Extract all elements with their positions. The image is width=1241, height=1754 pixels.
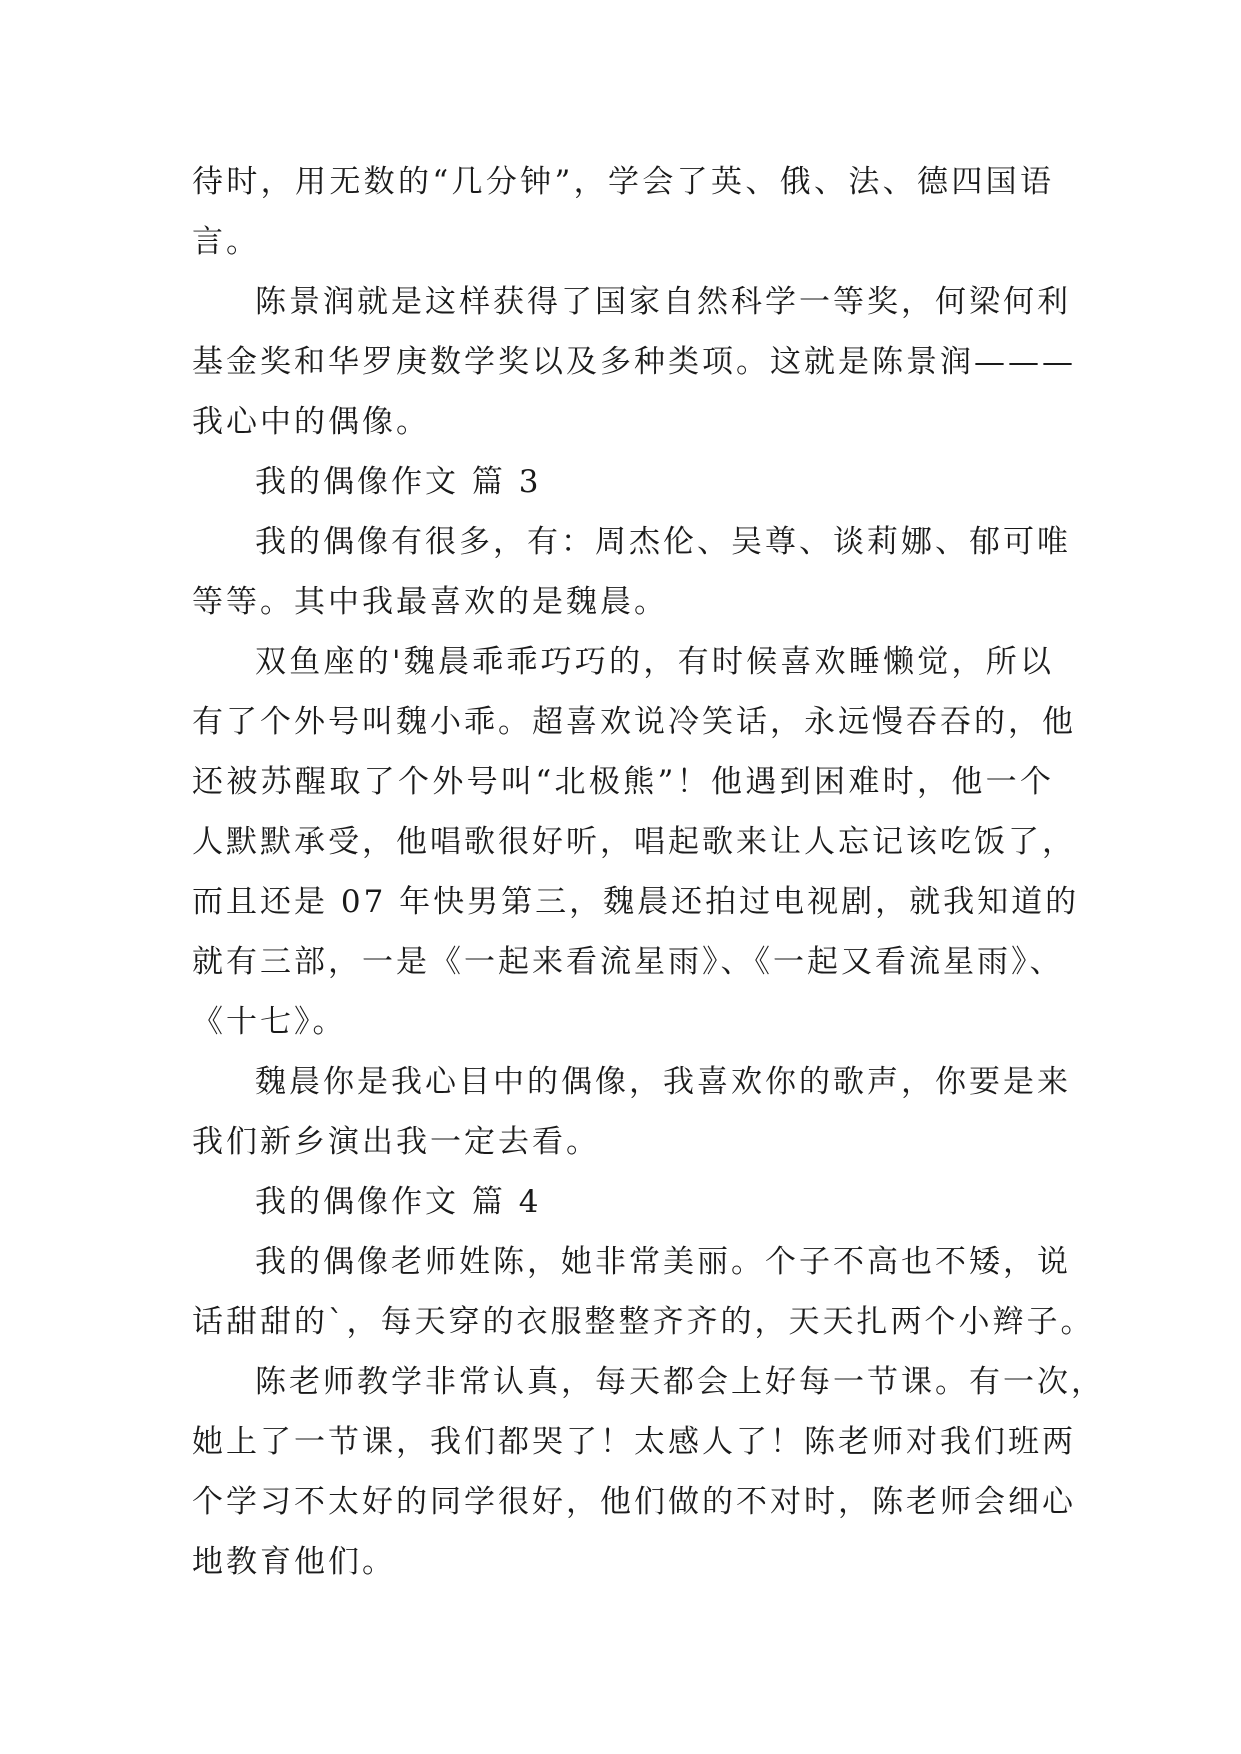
paragraph-line: 等等。其中我最喜欢的是魏晨。	[192, 584, 668, 620]
section-heading: 我的偶像作文 篇 3	[255, 464, 542, 500]
paragraph-line: 我心中的偶像。	[192, 404, 430, 440]
paragraph-line: 有了个外号叫魏小乖。超喜欢说冷笑话，永远慢吞吞的，他	[192, 704, 1076, 740]
paragraph-line: 言。	[192, 224, 260, 260]
paragraph-line: 还被苏醒取了个外号叫“北极熊”！他遇到困难时，他一个	[192, 764, 1054, 800]
paragraph-line: 话甜甜的`，每天穿的衣服整整齐齐的，天天扎两个小辫子。	[192, 1304, 1095, 1340]
paragraph-line: 我们新乡演出我一定去看。	[192, 1124, 600, 1160]
paragraph-line: 人默默承受，他唱歌很好听，唱起歌来让人忘记该吃饭了，	[192, 824, 1076, 860]
paragraph-line: 基金奖和华罗庚数学奖以及多种类项。这就是陈景润———	[192, 344, 1076, 380]
paragraph-line: 个学习不太好的同学很好，他们做的不对时，陈老师会细心	[192, 1484, 1076, 1520]
paragraph-line: 双鱼座的'魏晨乖乖巧巧的，有时候喜欢睡懒觉，所以	[255, 644, 1054, 680]
paragraph-line: 魏晨你是我心目中的偶像，我喜欢你的歌声，你要是来	[255, 1064, 1071, 1100]
paragraph-line: 《十七》。	[192, 1004, 347, 1040]
paragraph-line: 而且还是 07 年快男第三，魏晨还拍过电视剧，就我知道的	[192, 884, 1080, 920]
paragraph-line: 地教育他们。	[192, 1544, 396, 1580]
paragraph-line: 待时，用无数的“几分钟”，学会了英、俄、法、德四国语	[192, 164, 1054, 200]
paragraph-line: 她上了一节课，我们都哭了！太感人了！陈老师对我们班两	[192, 1424, 1076, 1460]
paragraph-line: 我的偶像有很多，有：周杰伦、吴尊、谈莉娜、郁可唯	[255, 524, 1071, 560]
paragraph-line: 陈景润就是这样获得了国家自然科学一等奖，何梁何利	[255, 284, 1071, 320]
document-body	[192, 152, 1105, 1592]
paragraph-line: 我的偶像老师姓陈，她非常美丽。个子不高也不矮，说	[255, 1244, 1071, 1280]
paragraph-line: 陈老师教学非常认真，每天都会上好每一节课。有一次，	[255, 1364, 1105, 1400]
section-heading: 我的偶像作文 篇 4	[255, 1184, 542, 1220]
paragraph-line: 就有三部，一是《一起来看流星雨》、《一起又看流星雨》、	[192, 944, 1064, 980]
